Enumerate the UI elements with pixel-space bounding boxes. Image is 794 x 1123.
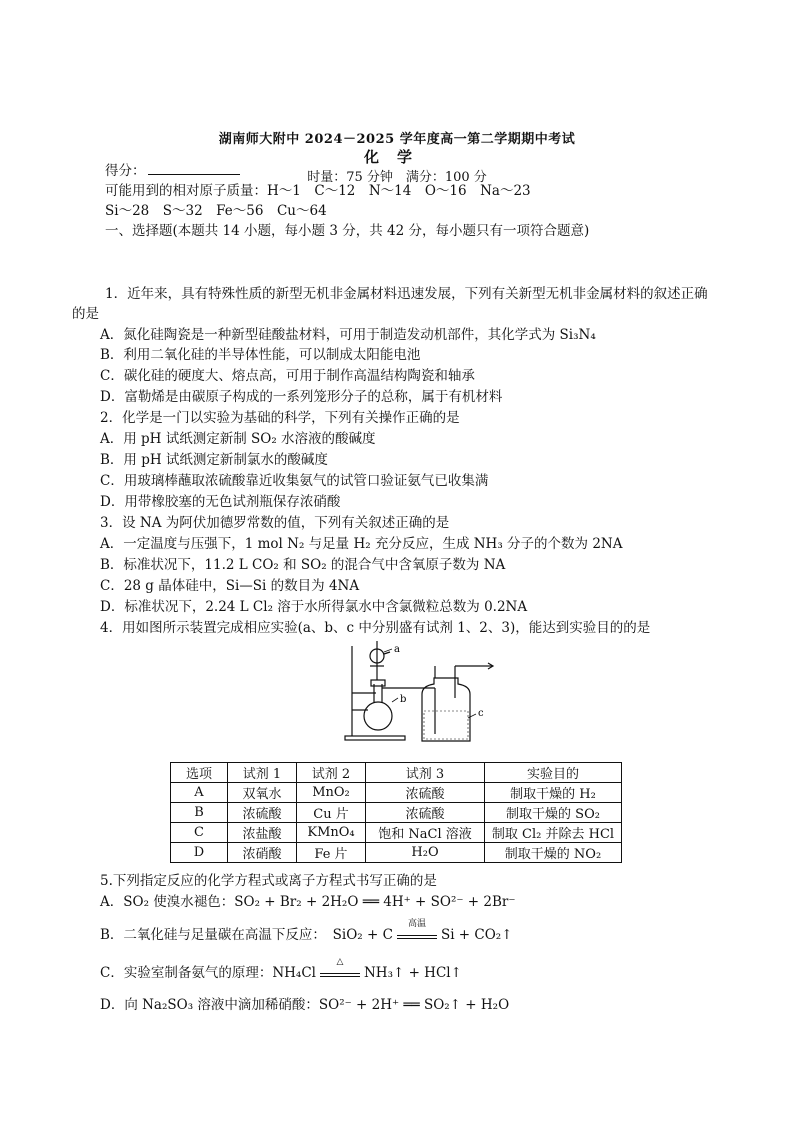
q1-stem: 1．近年来，具有特殊性质的新型无机非金属材料迅速发展，下列有关新型无机非金属材料的叙述正确 [105,286,708,302]
q1-option-d: D．富勒烯是由碳原子构成的一系列笼形分子的总称，属于有机材料 [100,389,503,405]
q5-stem: 5.下列指定反应的化学方程式或离子方程式书写正确的是 [100,873,437,889]
table-cell: 浓硫酸 [366,783,485,803]
table-row [171,783,622,803]
q1-option-b: B．利用二氧化硅的半导体性能，可以制成太阳能电池 [100,347,421,363]
table-cell: Cu 片 [297,803,366,823]
q5-option-d: D．向 Na₂SO₃ 溶液中滴加稀硝酸：SO²⁻ + 2H⁺ ══ SO₂↑ + H₂O [100,997,510,1013]
score-blank [148,162,240,175]
q5-option-c-left: C．实验室制备氨气的原理：NH₄Cl [100,965,316,981]
q1-option-a: A．氮化硅陶瓷是一种新型硅酸盐材料，可用于制造发动机部件，其化学式为 Si₃N₄ [100,327,596,343]
score-label: 得分： [105,163,146,179]
table-cell: C [171,823,228,843]
col-header: 试剂 3 [366,763,485,783]
q5-option-a: A．SO₂ 使溴水褪色：SO₂ + Br₂ + 2H₂O ══ 4H⁺ + SO²⁻ + 2Br⁻ [100,894,516,910]
table-cell: 浓盐酸 [228,823,297,843]
table-cell: 制取干燥的 SO₂ [485,803,622,823]
atomic-mass-line-2: Si～28 S～32 Fe～56 Cu～64 [105,203,327,219]
table-row [171,803,622,823]
q2-option-a: A．用 pH 试纸测定新制 SO₂ 水溶液的酸碱度 [100,431,376,447]
table-cell: KMnO₄ [297,823,366,843]
equals-bar [320,973,360,977]
condition-label: △ [336,957,344,967]
table-cell: 浓硫酸 [366,803,485,823]
equals-bar [397,935,437,939]
label-a: a [394,644,400,655]
apparatus-diagram [340,636,520,744]
q2-option-c: C．用玻璃棒蘸取浓硫酸靠近收集氨气的试管口验证氨气已收集满 [100,473,489,489]
q2-option-d: D．用带橡胶塞的无色试剂瓶保存浓硝酸 [100,494,341,510]
table-cell: 双氧水 [228,783,297,803]
q2-option-b: B．用 pH 试纸测定新制氯水的酸碱度 [100,452,328,468]
table-header-row [171,763,622,783]
table-cell: 浓硫酸 [228,803,297,823]
table-cell: 饱和 NaCl 溶液 [366,823,485,843]
table-cell: B [171,803,228,823]
q3-option-c: C．28 g 晶体硅中，Si—Si 的数目为 4NA [100,578,360,594]
q4-stem: 4．用如图所示装置完成相应实验(a、b、c 中分别盛有试剂 1、2、3)，能达到实验目的的是 [100,620,651,636]
q5-option-c [100,957,462,982]
stand-base [345,736,405,740]
table-cell: D [171,843,228,863]
condition-label: 高温 [407,919,426,929]
table-row [171,823,622,843]
table-cell: 浓硝酸 [228,843,297,863]
q1-option-c: C．碳化硅的硬度大、熔点高，可用于制作高温结构陶瓷和轴承 [100,368,475,384]
subject-title: 化学 [363,148,430,166]
table-cell: H₂O [366,843,485,863]
label-b: b [400,694,407,705]
liquid-c [424,711,468,739]
table-cell: Fe 片 [297,843,366,863]
time-score-info: 时量：75 分钟 满分：100 分 [307,170,487,185]
reaction-condition-high-temp [397,919,437,939]
label-c: c [478,708,484,719]
table-cell: A [171,783,228,803]
q3-option-b: B．标准状况下，11.2 L CO₂ 和 SO₂ 的混合气中含氧原子数为 NA [100,557,506,573]
exam-title: 湖南师大附中 2024－2025 学年度高一第二学期期中考试 [218,132,576,147]
q5-option-c-right: NH₃↑ + HCl↑ [363,965,462,981]
reaction-condition-heat [320,957,360,977]
q5-option-b [100,919,513,944]
table-cell: 制取干燥的 NO₂ [485,843,622,863]
table-cell: 制取 Cl₂ 并除去 HCl [485,823,622,843]
table-cell: 制取干燥的 H₂ [485,783,622,803]
q1-stem-cont: 的是 [72,306,99,322]
col-header: 实验目的 [485,763,622,783]
col-header: 试剂 1 [228,763,297,783]
flask-b [364,702,392,730]
q3-stem: 3．设 NA 为阿伏加德罗常数的值，下列有关叙述正确的是 [100,515,450,531]
atomic-mass-line-1: 可能用到的相对原子质量：H～1 C～12 N～14 O～16 Na～23 [105,183,531,199]
q5-option-b-left: B．二氧化硅与足量碳在高温下反应： SiO₂ + C [100,927,393,943]
q3-option-d: D．标准状况下，2.24 L Cl₂ 溶于水所得氯水中含氯微粒总数为 0.2NA [100,599,528,615]
table-cell: MnO₂ [297,783,366,803]
q2-stem: 2．化学是一门以实验为基础的科学，下列有关操作正确的是 [100,410,460,426]
q4-options-table [170,762,622,863]
section-heading: 一、选择题(本题共 14 小题，每小题 3 分，共 42 分，每小题只有一项符合题意) [105,223,590,239]
q5-option-b-right: Si + CO₂↑ [440,927,513,943]
score-field [105,162,240,180]
col-header: 选项 [171,763,228,783]
col-header: 试剂 2 [297,763,366,783]
table-row [171,843,622,863]
q3-option-a: A．一定温度与压强下，1 mol N₂ 与足量 H₂ 充分反应，生成 NH₃ 分子的个数为 2NA [100,536,623,552]
